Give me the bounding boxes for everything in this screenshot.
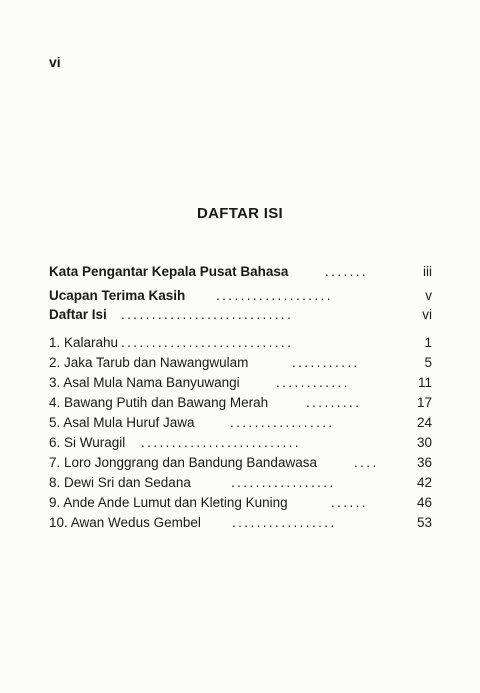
toc-entry [49, 287, 432, 305]
toc-leader: ......... [306, 395, 362, 410]
toc-leader: ................... [216, 288, 333, 303]
toc-leader: ................. [230, 415, 335, 430]
toc-entry-page: 24 [416, 415, 432, 430]
toc-leader: .... [354, 455, 379, 470]
toc-entry [49, 334, 432, 352]
toc-entry-page: vi [422, 307, 432, 322]
page-number: vi [49, 54, 61, 70]
toc-entry-label: 3. Asal Mula Nama Banyuwangi [49, 375, 240, 390]
toc-leader: ................. [232, 515, 337, 530]
toc-entry-label: 6. Si Wuragil [49, 435, 126, 450]
toc-entry-page: 30 [416, 435, 432, 450]
toc-entry [49, 354, 432, 372]
toc-entry-page: 1 [424, 335, 432, 350]
toc-leader: ............ [276, 375, 350, 390]
toc-leader: ...... [331, 495, 368, 510]
toc-entry-page: 5 [424, 355, 432, 370]
toc-title: DAFTAR ISI [196, 205, 284, 222]
toc-entry-label: 5. Asal Mula Huruf Jawa [49, 415, 195, 430]
toc-leader: ........... [292, 355, 360, 370]
toc-entry-page: 11 [417, 375, 432, 390]
toc-entry-label: 8. Dewi Sri dan Sedana [49, 475, 191, 490]
toc-entry [49, 494, 432, 512]
toc-entry [49, 474, 432, 492]
toc-entry [49, 434, 432, 452]
toc-entry-label: 9. Ande Ande Lumut dan Kleting Kuning [49, 495, 288, 510]
toc-entry-label: 1. Kalarahu [49, 335, 119, 350]
toc-leader: .......................... [141, 435, 301, 450]
toc-entry-label: 4. Bawang Putih dan Bawang Merah [49, 395, 269, 410]
toc-entry-page: iii [423, 264, 432, 279]
toc-entry-page: 53 [416, 515, 432, 530]
toc-entry-label: Daftar Isi [49, 307, 107, 322]
toc-entry [49, 454, 432, 472]
toc-leader: ............................ [121, 335, 294, 350]
toc-entry-label: Ucapan Terima Kasih [49, 288, 186, 303]
toc-entry [49, 514, 432, 532]
toc-entry-page: 17 [416, 395, 432, 410]
toc-leader: ....... [325, 264, 369, 279]
toc-entry-label: 2. Jaka Tarub dan Nawangwulam [49, 355, 249, 370]
toc-entry-page: v [425, 288, 432, 303]
toc-entry-page: 46 [416, 495, 432, 510]
toc-entry-page: 42 [416, 475, 432, 490]
toc-entry [49, 414, 432, 432]
toc-entry [49, 374, 432, 392]
toc-entry-label: 10. Awan Wedus Gembel [49, 515, 201, 530]
toc-entry-page: 36 [416, 455, 432, 470]
toc-leader: ............................ [121, 307, 294, 322]
toc-entry [49, 263, 432, 281]
toc-entry [49, 394, 432, 412]
toc-entry-label: 7. Loro Jonggrang dan Bandung Bandawasa [49, 455, 317, 470]
toc-entry [49, 306, 432, 324]
toc-leader: ................. [231, 475, 336, 490]
toc-entry-label: Kata Pengantar Kepala Pusat Bahasa [49, 264, 289, 279]
